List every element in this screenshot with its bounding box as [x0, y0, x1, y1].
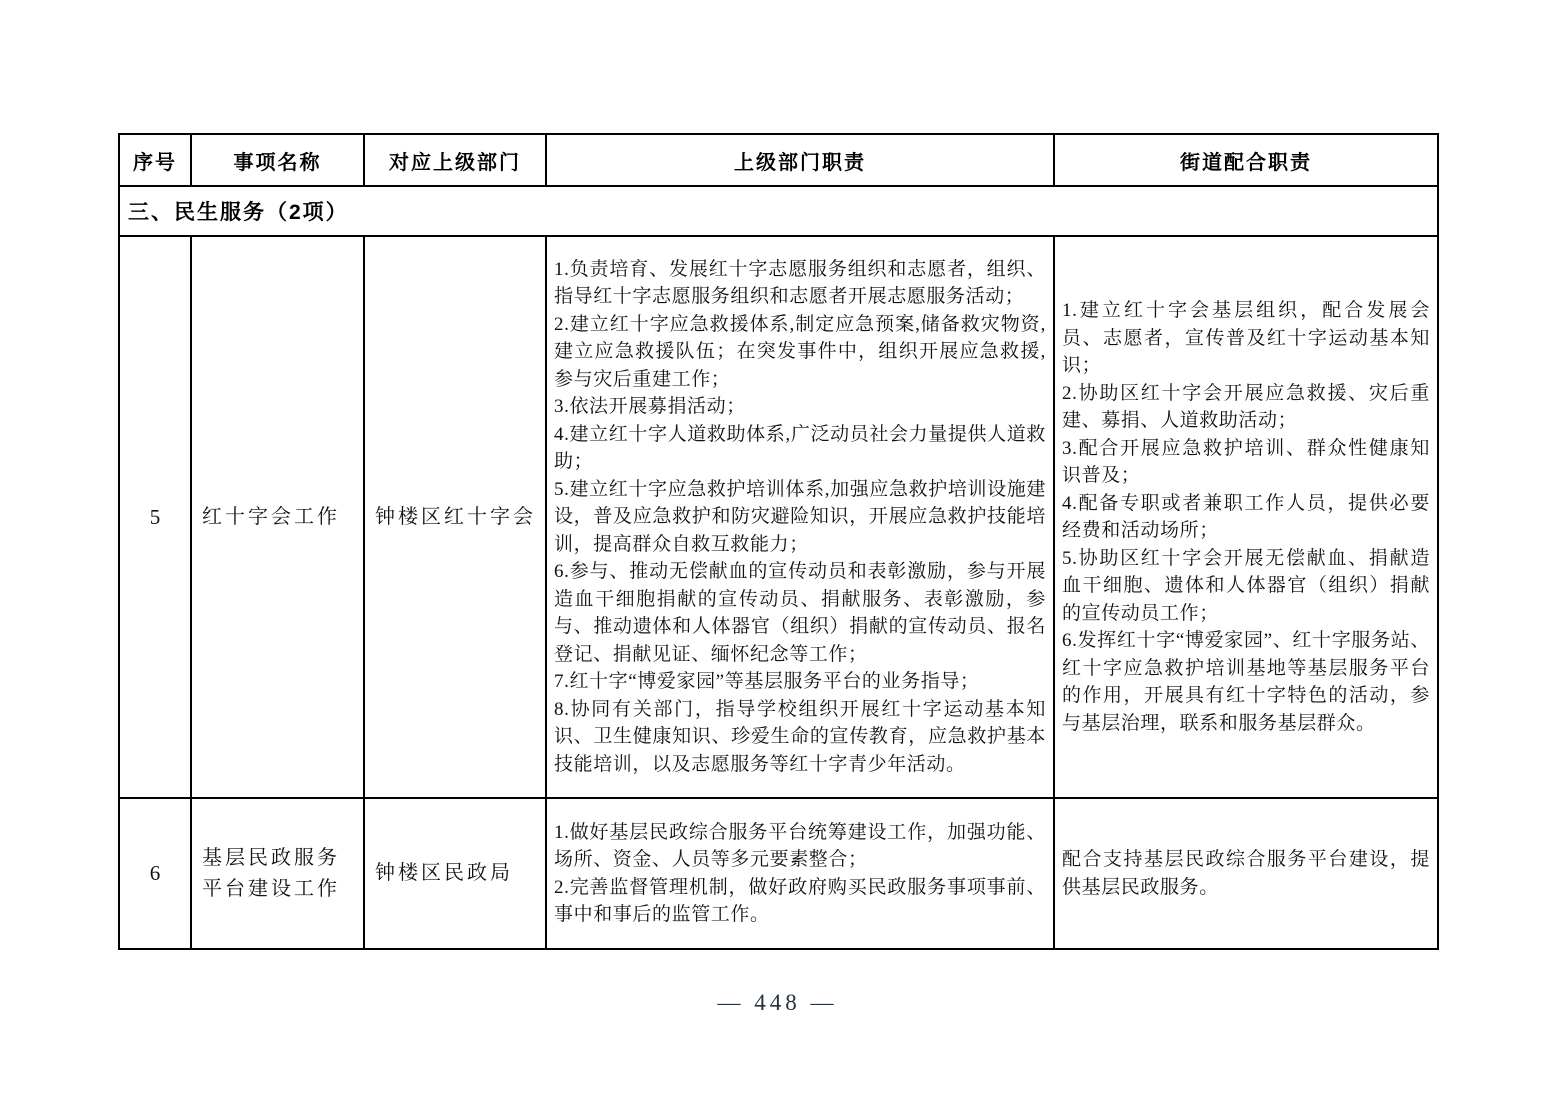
- duty-item: 3.依法开展募捐活动；: [554, 396, 746, 418]
- page-number: — 448 —: [717, 990, 838, 1015]
- duty-item: 8.协同有关部门，指导学校组织开展红十字运动基本知识、卫生健康知识、珍爱生命的宣传教育，应急救护基本技能培训，以及志愿服务等红十字青少年活动。: [554, 698, 1046, 775]
- row-superior-department: 钟楼区红十字会: [364, 236, 546, 798]
- duties-table: [118, 133, 1439, 950]
- column-header-street-duties: 街道配合职责: [1054, 134, 1438, 186]
- duty-item: 4.建立红十字人道救助体系,广泛动员社会力量提供人道救助；: [554, 423, 1046, 473]
- row-serial-number: 5: [119, 236, 191, 798]
- duty-item: 2.完善监督管理机制，做好政府购买民政服务事项事前、事中和事后的监管工作。: [554, 876, 1046, 925]
- duty-item: 3.配合开展应急救护培训、群众性健康知识普及；: [1062, 437, 1430, 486]
- section-row: [119, 186, 1438, 236]
- superior-duties-cell: [546, 236, 1054, 798]
- street-duties-cell: [1054, 798, 1438, 949]
- table-row: [119, 236, 1438, 798]
- duty-item: 5.建立红十字应急救护培训体系,加强应急救护培训设施建设，普及应急救护和防灾避险知识，开展应急救护技能培训，提高群众自救互救能力；: [554, 478, 1046, 555]
- row-item-name: 红十字会工作: [191, 236, 364, 798]
- duty-item: 2.协助区红十字会开展应急救援、灾后重建、募捐、人道救助活动；: [1062, 382, 1430, 431]
- duty-item: 5.协助区红十字会开展无偿献血、捐献造血干细胞、遗体和人体器官（组织）捐献的宣传动员工作；: [1062, 547, 1430, 624]
- table-header-row: [119, 134, 1438, 186]
- row-superior-department: 钟楼区民政局: [364, 798, 546, 949]
- row-serial-number: 6: [119, 798, 191, 949]
- column-header-item-name: 事项名称: [191, 134, 364, 186]
- section-title: 三、民生服务（2项）: [119, 186, 1438, 236]
- duty-item: 6.发挥红十字“博爱家园”、红十字服务站、红十字应急救护培训基地等基层服务平台的作用，开展具有红十字特色的活动，参与基层治理，联系和服务基层群众。: [1062, 630, 1430, 734]
- duty-item: 配合支持基层民政综合服务平台建设，提供基层民政服务。: [1062, 849, 1430, 898]
- duty-item: 7.红十字“博爱家园”等基层服务平台的业务指导；: [554, 671, 980, 693]
- street-duties-cell: [1054, 236, 1438, 798]
- duty-item: 1.建立红十字会基层组织，配合发展会员、志愿者，宣传普及红十字运动基本知识；: [1062, 300, 1430, 376]
- duty-item: 1.做好基层民政综合服务平台统筹建设工作，加强功能、场所、资金、人员等多元要素整合；: [554, 821, 1046, 870]
- duty-item: 1.负责培育、发展红十字志愿服务组织和志愿者，组织、指导红十字志愿服务组织和志愿者开展志愿服务活动；: [554, 258, 1046, 308]
- row-item-name: 基层民政服务平台建设工作: [191, 798, 364, 949]
- superior-duties-cell: [546, 798, 1054, 949]
- column-header-superior-department: 对应上级部门: [364, 134, 546, 186]
- column-header-serial: 序号: [119, 134, 191, 186]
- table-row: [119, 798, 1438, 949]
- duty-item: 2.建立红十字应急救援体系,制定应急预案,储备救灾物资,建立应急救援队伍；在突发事件中，组织开展应急救援,参与灾后重建工作；: [554, 313, 1046, 390]
- duty-item: 6.参与、推动无偿献血的宣传动员和表彰激励，参与开展造血干细胞捐献的宣传动员、捐献服务、表彰激励，参与、推动遗体和人体器官（组织）捐献的宣传动员、报名登记、捐献见证、缅怀纪念等工作；: [554, 561, 1046, 665]
- column-header-superior-duties: 上级部门职责: [546, 134, 1054, 186]
- duty-item: 4.配备专职或者兼职工作人员，提供必要经费和活动场所；: [1062, 492, 1430, 541]
